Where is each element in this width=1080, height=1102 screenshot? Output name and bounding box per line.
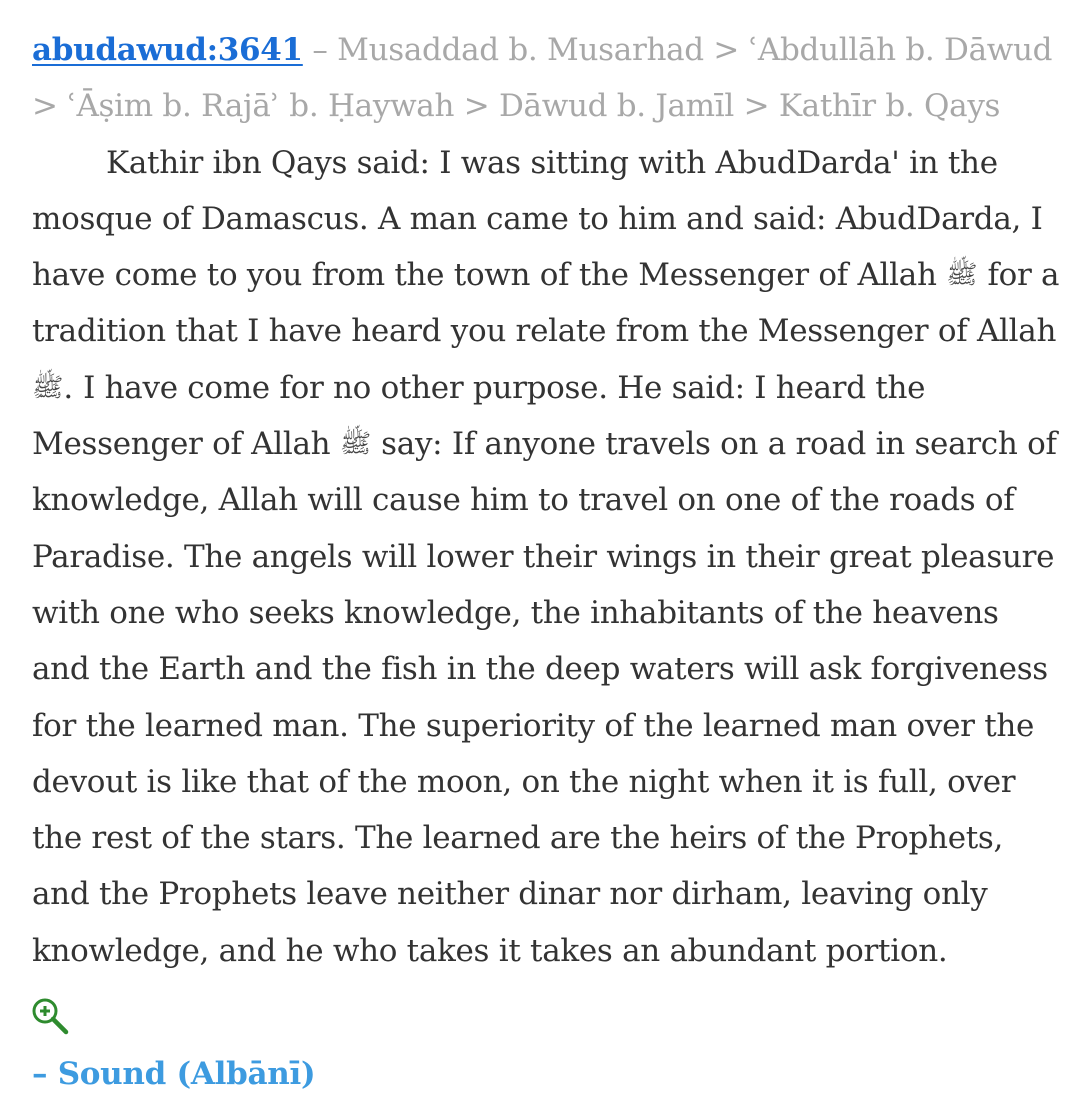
salutation-glyph: ﷺ (32, 372, 64, 403)
zoom-in-icon[interactable] (30, 996, 70, 1036)
dash: – (312, 32, 328, 68)
salutation-glyph: ﷺ (339, 429, 372, 460)
narrator: Dāwud b. Jamīl (498, 88, 734, 125)
hadith-text-segment: say: If anyone travels on a road in search of knowledge, Allah will cause him to travel on one of the roads of Paradise. The angels will lower their wings in their great pleasure with one who seeks knowledge, the inhabitants of the heavens and the Earth and the fish in the deep waters will ask forgiveness for the learned man. The superiority of the learned man over the devout is like that of the moon, on the night when it is full, over the rest of the stars. The learned are the heirs of the Prophets, and the Prophets leave neither dinar nor dirham, leaving only knowledge, and he who takes it takes an abundant portion. (32, 426, 1057, 969)
hadith-text (32, 135, 1062, 979)
grade-label[interactable]: – Sound (Albānī) (32, 1056, 316, 1092)
narrator: ʿĀṣim b. Rajāʾ b. Ḥaywah (67, 88, 455, 125)
hadith-reference-link[interactable]: abudawud:3641 (32, 32, 303, 68)
narrator: Musaddad b. Musarhad (337, 32, 704, 68)
narrator: ʿAbdullāh b. Dāwud (748, 32, 1053, 68)
chain-separator: > (713, 32, 740, 68)
narrator: Kathīr b. Qays (778, 88, 1001, 125)
chain-separator: > (32, 88, 58, 125)
zoom-in-icon-graphic (30, 996, 70, 1036)
hadith-header (32, 22, 1062, 135)
hadith-text-segment: for a tradition that I have heard you relate from the Messenger of Allah (32, 257, 1060, 350)
chain-separator: > (463, 88, 490, 125)
hadith-entry (32, 22, 1062, 979)
hadith-text-segment: Kathir ibn Qays said: I was sitting with AbudDarda' in the mosque of Damascus. A man came to him and said: AbudDarda, I have come to you from the town of the Messenger of Allah (32, 144, 1043, 294)
hadith-text-segment: . I have come for no other purpose. He said: I heard the Messenger of Allah (32, 369, 926, 463)
salutation-glyph: ﷺ (946, 260, 978, 291)
chain-separator: > (743, 88, 770, 125)
